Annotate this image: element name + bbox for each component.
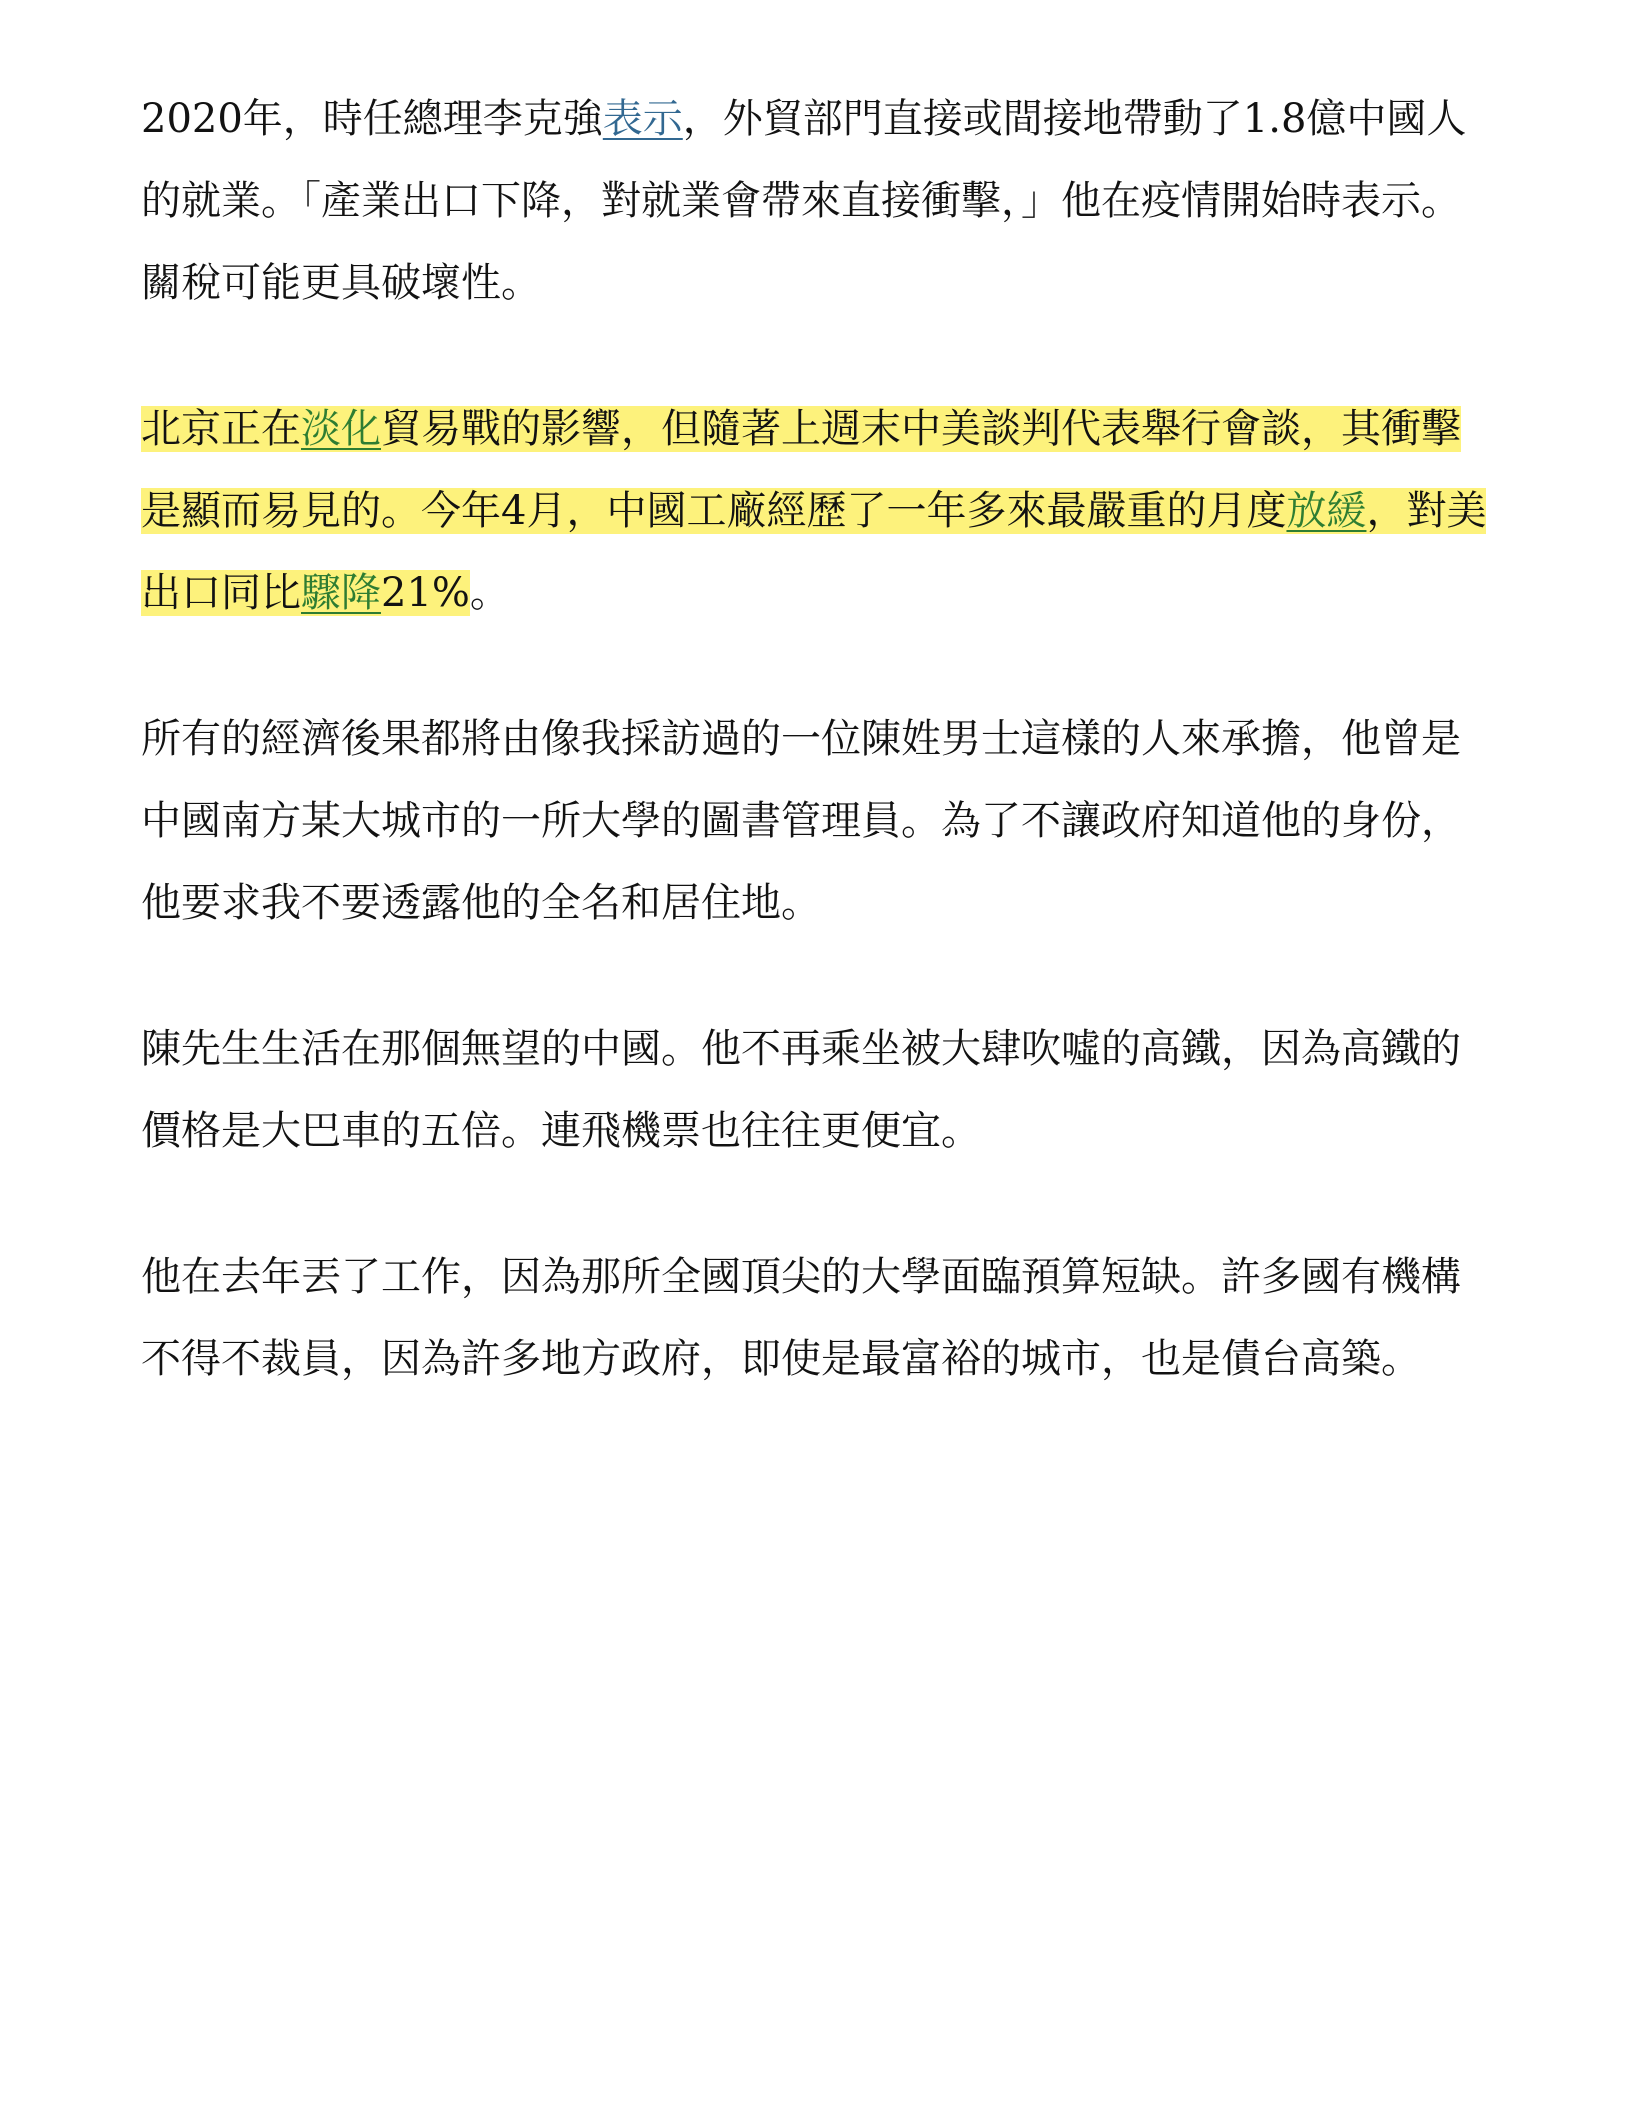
paragraph-employment	[141, 78, 1493, 324]
paragraph-text: ，對美出口同比	[141, 488, 1487, 616]
number-text: 21%	[381, 570, 470, 616]
year-text: 2020	[141, 96, 243, 142]
number-text: 1.8	[1242, 96, 1307, 142]
paragraph-trade-war-highlighted	[141, 388, 1493, 634]
link-downplay[interactable]: 淡化	[301, 406, 381, 452]
paragraph-text: 。	[469, 570, 510, 616]
number-text: 4	[501, 488, 527, 534]
link-stated[interactable]: 表示	[602, 96, 683, 142]
link-slowdown[interactable]: 放緩	[1286, 488, 1367, 534]
paragraph-hopeless-china: 陳先生生活在那個無望的中國。他不再乘坐被大肆吹噓的高鐵，因為高鐵的價格是大巴車的五倍。連飛機票也往往更便宜。	[141, 1026, 1461, 1154]
link-plunge[interactable]: 驟降	[301, 570, 381, 616]
paragraph-text: ，外貿部門直接或間接地帶動了	[682, 96, 1243, 142]
paragraph-text: 北京正在	[141, 406, 301, 452]
article-body	[141, 78, 1493, 1464]
paragraph-text: 貿易戰的影響，但隨著上週末中美談判代表舉行會談，其衝擊是顯而易見的。今年	[141, 406, 1461, 534]
paragraph-mr-chen-intro: 所有的經濟後果都將由像我採訪過的一位陳姓男士這樣的人來承擔，他曾是中國南方某大城市的一所大學的圖書管理員。為了不讓政府知道他的身份，他要求我不要透露他的全名和居住地。	[141, 716, 1461, 926]
paragraph-text: 年，時任總理李克強	[242, 96, 603, 142]
paragraph-lost-job: 他在去年丟了工作，因為那所全國頂尖的大學面臨預算短缺。許多國有機構不得不裁員，因為許多地方政府，即使是最富裕的城市，也是債台高築。	[141, 1254, 1461, 1382]
highlighted-passage	[141, 406, 1486, 616]
paragraph-text: 月，中國工廠經歷了一年多來最嚴重的月度	[526, 488, 1287, 534]
paragraph-text: 億中國人的就業。「產業出口下降，對就業會帶來直接衝擊，」他在疫情開始時表示。關稅可能更具破壞性。	[141, 96, 1467, 306]
